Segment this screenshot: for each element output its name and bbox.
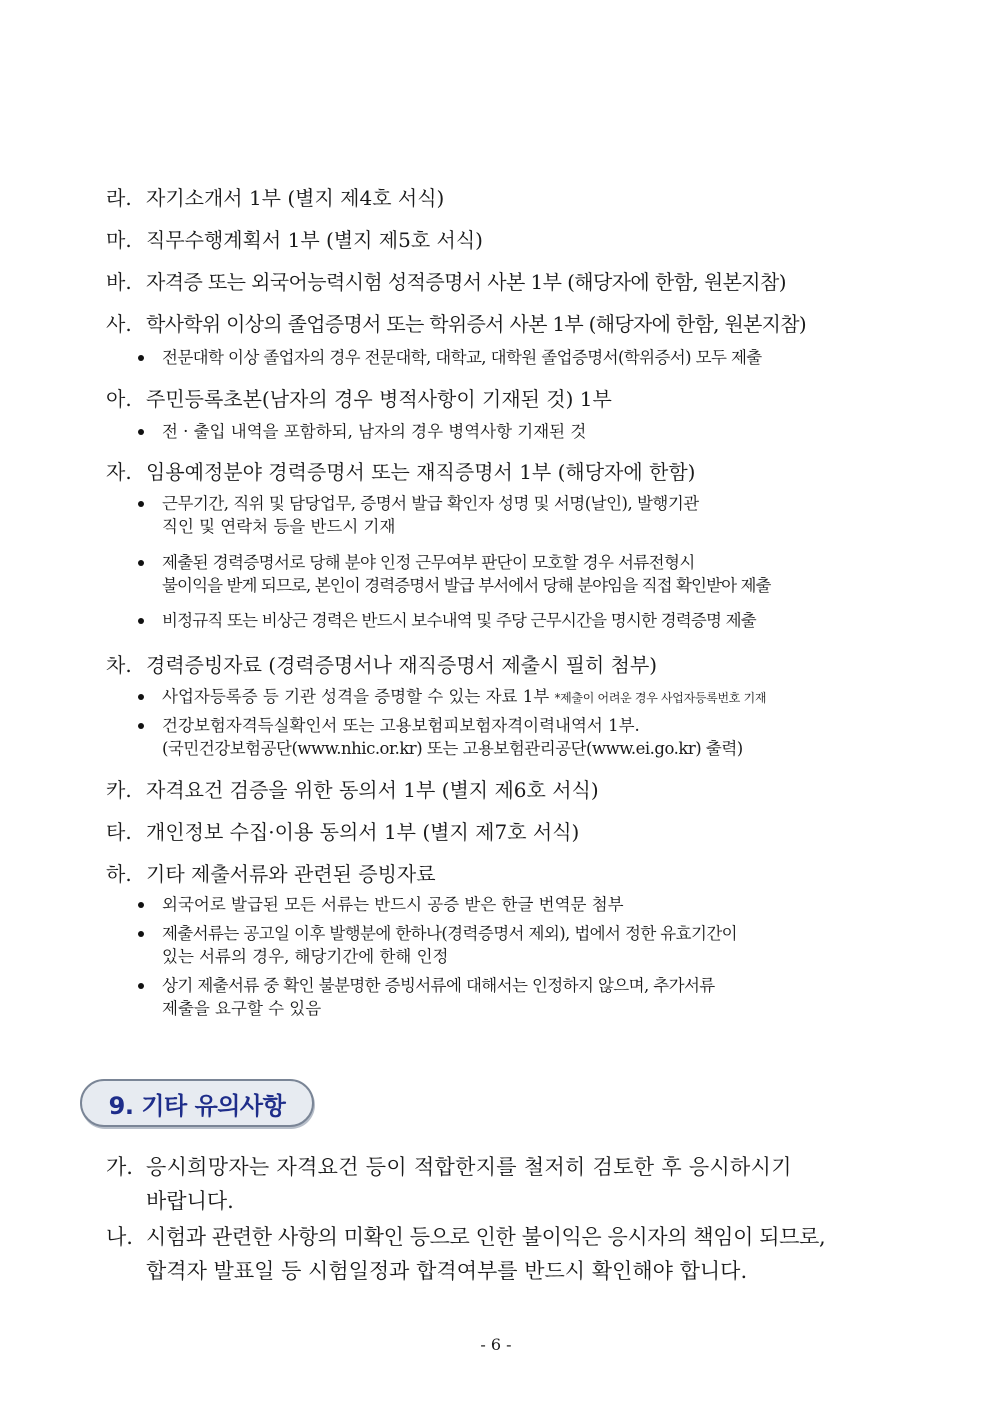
bullet-item: [138, 922, 912, 968]
item-text: 경력증빙자료 (경력증명서나 재직증명서 제출시 필히 첨부): [146, 653, 658, 677]
notice-item: [106, 1150, 912, 1218]
bullet-text: 사업자등록증 등 기관 성격을 증명할 수 있는 자료 1부: [162, 687, 550, 706]
item-marker: 자.: [106, 460, 132, 484]
bullet-text: 전문대학 이상 졸업자의 경우 전문대학, 대학교, 대학원 졸업증명서(학위증서) 모두 제출: [162, 348, 762, 367]
item-marker: 차.: [106, 653, 132, 677]
item-marker: 사.: [106, 312, 132, 336]
list-item: [106, 861, 912, 887]
item-text: 자격요건 검증을 위한 동의서 1부 (별지 제6호 서식): [146, 778, 599, 802]
bullet-item: [138, 974, 912, 1020]
list-item: [106, 459, 912, 485]
bullet-dot-icon: [138, 560, 144, 566]
bullet-dot-icon: [138, 618, 144, 624]
bullet-dot-icon: [138, 723, 144, 729]
section-title: 9. 기타 유의사항: [108, 1091, 286, 1120]
bullet-text: 전 · 출입 내역을 포함하되, 남자의 경우 병역사항 기재된 것: [162, 422, 587, 441]
bullet-item: [138, 346, 912, 369]
list-item: [106, 311, 912, 337]
bullet-item: [138, 893, 912, 916]
bullet-item: [138, 714, 912, 760]
bullet-text-line: 직인 및 연락처 등을 반드시 기재: [162, 517, 396, 536]
item-text: 직무수행계획서 1부 (별지 제5호 서식): [146, 228, 483, 252]
list-item: [106, 185, 912, 211]
item-text: 임용예정분야 경력증명서 또는 재직증명서 1부 (해당자에 한함): [146, 460, 696, 484]
list-item: [106, 386, 912, 412]
item-marker: 타.: [106, 820, 132, 844]
item-marker: 가.: [106, 1155, 133, 1179]
list-item: [106, 819, 912, 845]
bullet-text-line: 건강보험자격득실확인서 또는 고용보험피보험자격이력내역서 1부.: [162, 716, 640, 735]
bullet-text-line: 제출을 요구할 수 있음: [162, 999, 322, 1018]
bullet-text-line: 제출된 경력증명서로 당해 분야 인정 근무여부 판단이 모호할 경우 서류전형시: [162, 553, 695, 572]
item-text: 자격증 또는 외국어능력시험 성적증명서 사본 1부 (해당자에 한함, 원본지참): [146, 270, 786, 294]
bullet-item: [138, 551, 912, 597]
item-text: 주민등록초본(남자의 경우 병적사항이 기재된 것) 1부: [146, 387, 612, 411]
bullet-text: 비정규직 또는 비상근 경력은 반드시 보수내역 및 주당 근무시간을 명시한 경력증명 제출: [162, 611, 756, 630]
list-item: [106, 652, 912, 678]
item-text: 자기소개서 1부 (별지 제4호 서식): [146, 186, 445, 210]
list-item: [106, 777, 912, 803]
notice-text-line: 바랍니다.: [146, 1189, 234, 1213]
bullet-dot-icon: [138, 355, 144, 361]
bullet-text-line: 있는 서류의 경우, 해당기간에 한해 인정: [162, 947, 449, 966]
item-text: 학사학위 이상의 졸업증명서 또는 학위증서 사본 1부 (해당자에 한함, 원본지참): [146, 312, 807, 336]
notice-text-line: 합격자 발표일 등 시험일정과 합격여부를 반드시 확인해야 합니다.: [146, 1259, 748, 1283]
bullet-item: [138, 609, 912, 632]
item-marker: 아.: [106, 387, 132, 411]
bullet-dot-icon: [138, 983, 144, 989]
bullet-note: *제출이 어려운 경우 사업자등록번호 기재: [554, 691, 767, 705]
bullet-text: 외국어로 발급된 모든 서류는 반드시 공증 받은 한글 번역문 첨부: [162, 895, 624, 914]
bullet-text-line: 상기 제출서류 중 확인 불분명한 증빙서류에 대해서는 인정하지 않으며, 추가서류: [162, 976, 715, 995]
notice-item: [106, 1220, 912, 1288]
bullet-item: [138, 492, 912, 538]
item-text: 개인정보 수집·이용 동의서 1부 (별지 제7호 서식): [146, 820, 580, 844]
bullet-dot-icon: [138, 694, 144, 700]
bullet-text-line: (국민건강보험공단(www.nhic.or.kr) 또는 고용보험관리공단(www.ei.go.kr) 출력): [162, 739, 743, 758]
bullet-item: [138, 420, 912, 443]
bullet-dot-icon: [138, 429, 144, 435]
item-marker: 바.: [106, 270, 132, 294]
item-marker: 마.: [106, 228, 132, 252]
bullet-dot-icon: [138, 931, 144, 937]
item-text: 기타 제출서류와 관련된 증빙자료: [146, 862, 436, 886]
list-item: [106, 269, 912, 295]
page-number: - 6 -: [480, 1335, 512, 1354]
section-heading: [80, 1079, 314, 1127]
item-marker: 하.: [106, 862, 132, 886]
bullet-text-line: 불이익을 받게 되므로, 본인이 경력증명서 발급 부서에서 당해 분야임을 직접 확인받아 제출: [162, 576, 771, 595]
bullet-dot-icon: [138, 902, 144, 908]
list-item: [106, 227, 912, 253]
bullet-text-line: 제출서류는 공고일 이후 발행분에 한하나(경력증명서 제외), 법에서 정한 유효기간이: [162, 924, 738, 943]
bullet-item: [138, 685, 912, 710]
bullet-text-line: 근무기간, 직위 및 담당업무, 증명서 발급 확인자 성명 및 서명(날인), 발행기관: [162, 494, 699, 513]
notice-text-line: 응시희망자는 자격요건 등이 적합한지를 철저히 검토한 후 응시하시기: [146, 1155, 792, 1179]
item-marker: 나.: [106, 1225, 133, 1249]
item-marker: 라.: [106, 186, 132, 210]
item-marker: 카.: [106, 778, 132, 802]
bullet-dot-icon: [138, 501, 144, 507]
notice-text-line: 시험과 관련한 사항의 미확인 등으로 인한 불이익은 응시자의 책임이 되므로,: [146, 1225, 826, 1249]
